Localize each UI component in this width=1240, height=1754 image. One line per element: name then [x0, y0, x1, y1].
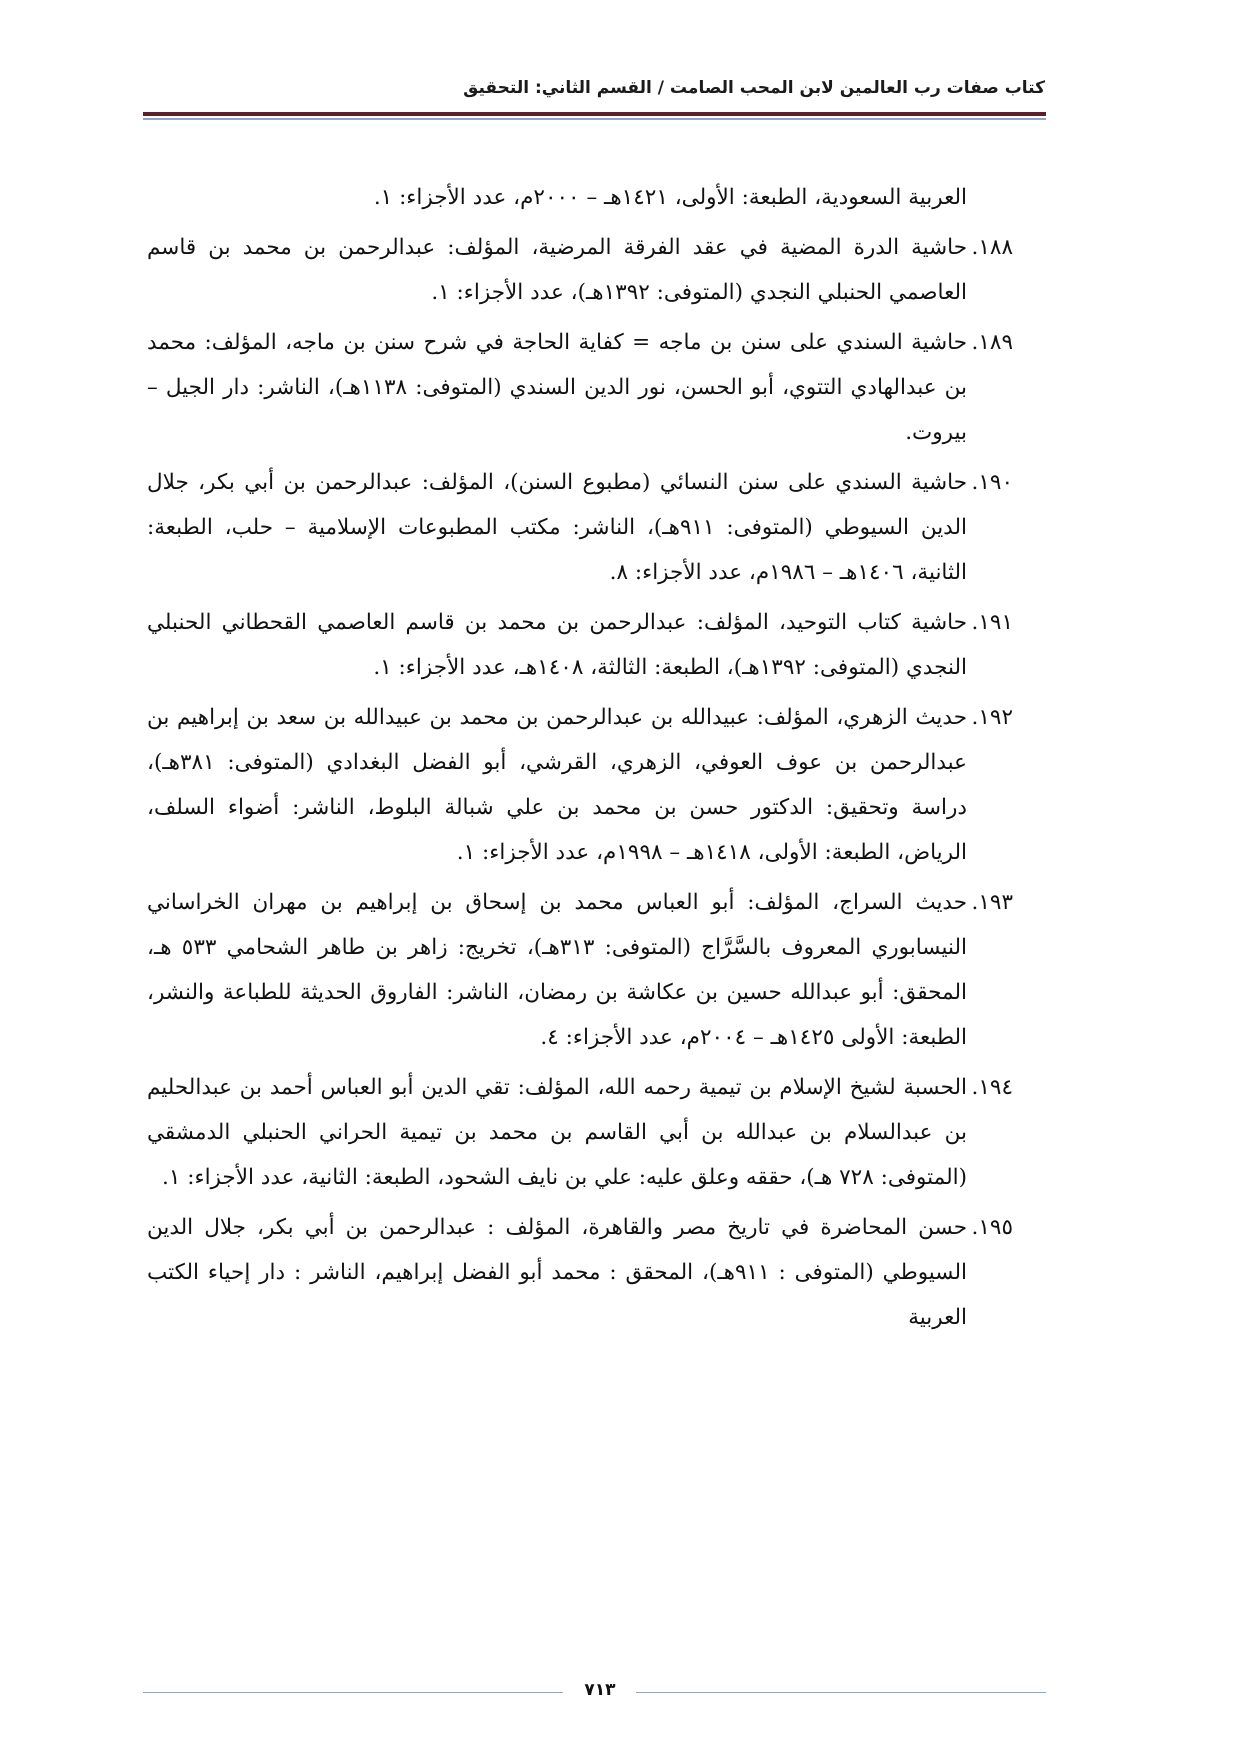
entry-text: الحسبة لشيخ الإسلام بن تيمية رحمه الله، المؤلف: تقي الدين أبو العباس أحمد بن عبدالحليم بن عبدالسلام بن عبدالله بن أبي القاسم بن محمد بن تيمية الحراني الحنبلي الدمشقي (المتوفى: ٧٢٨ هـ)، حققه وعلق عليه: علي بن نايف الشحود، الطبعة: الثانية، عدد الأجزاء: ١. — [147, 1075, 967, 1190]
bibliography-entry — [147, 225, 1013, 315]
entry-number: ١٩٣. — [971, 890, 1013, 915]
header-rule-thick — [143, 112, 1046, 116]
entry-text: حديث الزهري، المؤلف: عبيدالله بن عبدالرحمن بن محمد بن عبيدالله بن سعد بن إبراهيم بن عبدالرحمن بن عوف العوفي، الزهري، القرشي، أبو الفضل البغدادي (المتوفى: ٣٨١هـ)، دراسة وتحقيق: الدكتور حسن بن محمد بن علي شبالة البلوط، الناشر: أضواء السلف، الرياض، الطبعة: الأولى، ١٤١٨هـ – ١٩٩٨م، عدد الأجزاء: ١. — [147, 705, 967, 865]
footer-rule-left — [143, 1692, 563, 1693]
bibliography-list — [147, 175, 1013, 1345]
entry-number: ١٩٥. — [971, 1215, 1013, 1240]
header-rule-thin — [143, 118, 1046, 120]
entry-text: حاشية السندي على سنن النسائي (مطبوع السنن)، المؤلف: عبدالرحمن بن أبي بكر، جلال الدين السيوطي (المتوفى: ٩١١هـ)، الناشر: مكتب المطبوعات الإسلامية – حلب، الطبعة: الثانية، ١٤٠٦هـ – ١٩٨٦م، عدد الأجزاء: ٨. — [147, 470, 967, 585]
bibliography-entry — [147, 880, 1013, 1060]
continued-entry-text: العربية السعودية، الطبعة: الأولى، ١٤٢١هـ – ٢٠٠٠م، عدد الأجزاء: ١. — [373, 185, 967, 210]
entry-text: حسن المحاضرة في تاريخ مصر والقاهرة، المؤلف : عبدالرحمن بن أبي بكر، جلال الدين السيوطي (المتوفى : ٩١١هـ)، المحقق : محمد أبو الفضل إبراهيم، الناشر : دار إحياء الكتب العربية — [147, 1215, 967, 1330]
entry-number: ١٩٠. — [971, 470, 1013, 495]
entry-text: حاشية الدرة المضية في عقد الفرقة المرضية، المؤلف: عبدالرحمن بن محمد بن قاسم العاصمي الحنبلي النجدي (المتوفى: ١٣٩٢هـ)، عدد الأجزاء: ١. — [147, 235, 967, 305]
bibliography-entry — [147, 460, 1013, 595]
page-number: ٧١٣ — [584, 1680, 616, 1700]
bibliography-entry — [147, 1065, 1013, 1200]
entry-text: حديث السراج، المؤلف: أبو العباس محمد بن إسحاق بن إبراهيم بن مهران الخراساني النيسابوري المعروف بالسَّرَّاج (المتوفى: ٣١٣هـ)، تخريج: زاهر بن طاهر الشحامي ٥٣٣ هـ، المحقق: أبو عبدالله حسين بن عكاشة بن رمضان، الناشر: الفاروق الحديثة للطباعة والنشر، الطبعة: الأولى ١٤٢٥هـ – ٢٠٠٤م، عدد الأجزاء: ٤. — [147, 890, 967, 1050]
bibliography-entry — [147, 695, 1013, 875]
entry-text: حاشية كتاب التوحيد، المؤلف: عبدالرحمن بن محمد بن قاسم العاصمي القحطاني الحنبلي النجدي (المتوفى: ١٣٩٢هـ)، الطبعة: الثالثة، ١٤٠٨هـ، عدد الأجزاء: ١. — [147, 610, 967, 680]
entry-text: حاشية السندي على سنن بن ماجه = كفاية الحاجة في شرح سنن بن ماجه، المؤلف: محمد بن عبدالهادي التتوي، أبو الحسن، نور الدين السندي (المتوفى: ١١٣٨هـ)، الناشر: دار الجيل – بيروت. — [147, 330, 967, 445]
entry-number: ١٨٩. — [971, 330, 1013, 355]
bibliography-entry — [147, 600, 1013, 690]
entry-number: ١٩٤. — [971, 1075, 1013, 1100]
bibliography-entry — [147, 320, 1013, 455]
footer-rule-right — [636, 1692, 1046, 1693]
running-header-title: كتاب صفات رب العالمين لابن المحب الصامت / القسم الثاني: التحقيق — [463, 78, 1045, 98]
entry-number: ١٩١. — [971, 610, 1013, 635]
entry-number: ١٩٢. — [971, 705, 1013, 730]
bibliography-entry — [147, 1205, 1013, 1340]
entry-number: ١٨٨. — [971, 235, 1013, 260]
